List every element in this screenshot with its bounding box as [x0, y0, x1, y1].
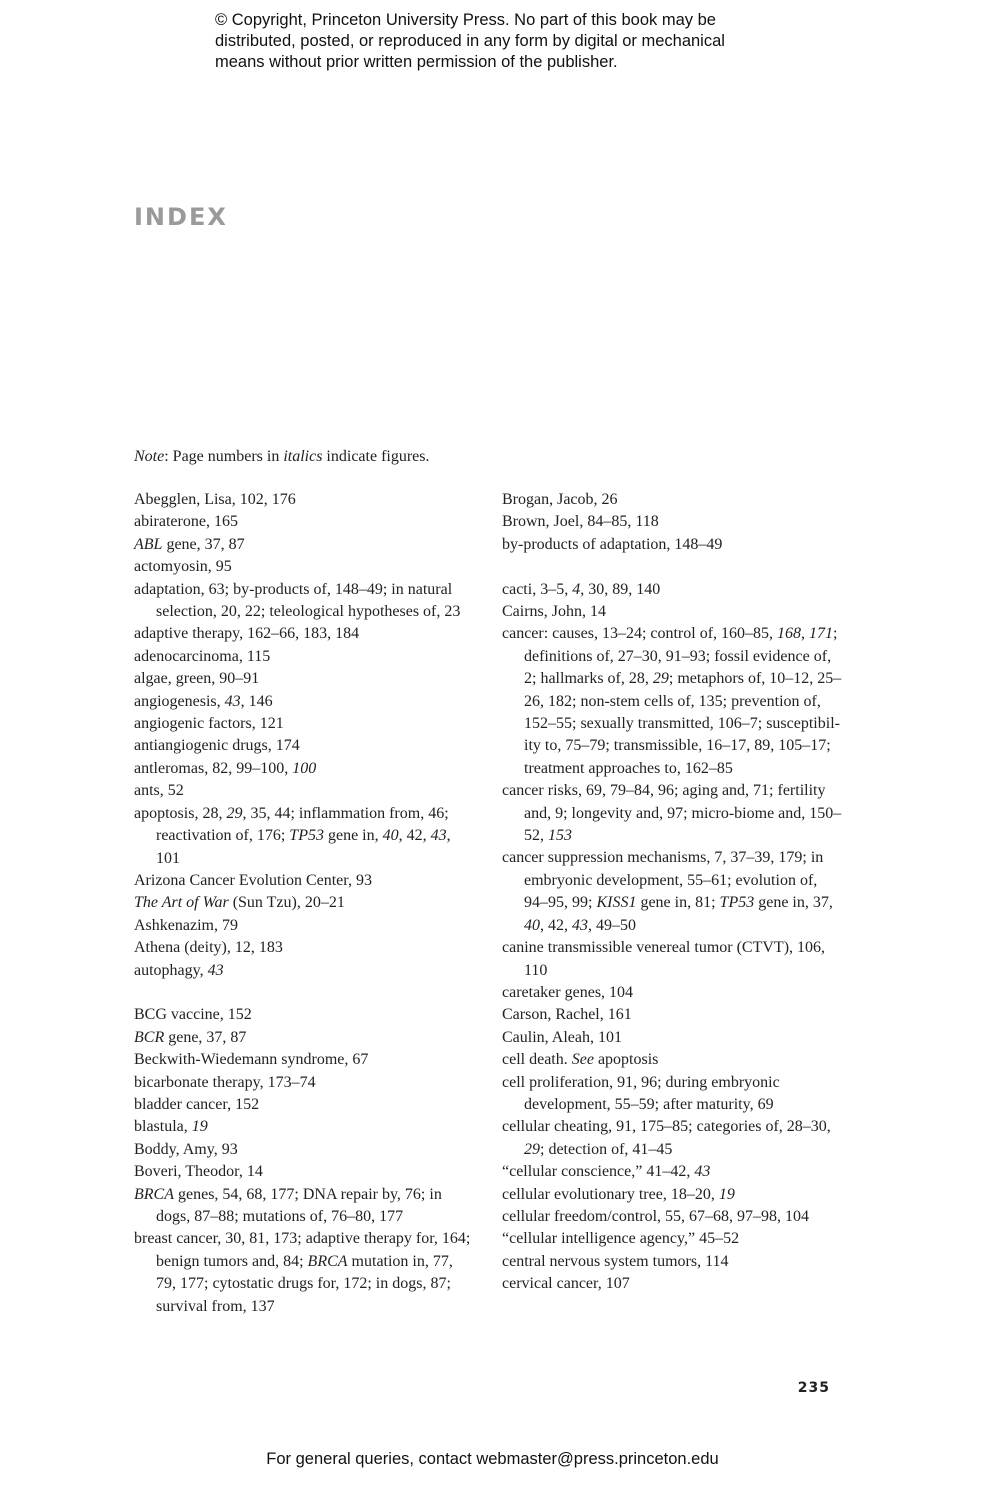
copyright-notice: © Copyright, Princeton University Press. No part of this book may be distributed, posted, or reproduced in any form by digital or mechanical means without prior written permission of the publisher. — [215, 11, 725, 71]
index-entry: apoptosis, 28, 29, 35, 44; inflammation from, 46; reactivation of, 176; TP53 gene in, 40, 42, 43, 101 — [134, 804, 451, 867]
section-gap — [134, 982, 474, 1004]
index-entry: Cairns, John, 14 — [502, 603, 606, 621]
index-entry: by-products of adaptation, 148–49 — [502, 535, 723, 553]
footer-contact: For general queries, contact webmaster@press.princeton.edu — [266, 1450, 719, 1468]
index-entry: central nervous system tumors, 114 — [502, 1252, 729, 1270]
page-number: 235 — [797, 1380, 830, 1396]
index-entry: cell proliferation, 91, 96; during embryonic development, 55–59; after maturity, 69 — [502, 1073, 780, 1113]
index-entry: bicarbonate therapy, 173–74 — [134, 1073, 316, 1091]
index-entry: cancer risks, 69, 79–84, 96; aging and, 71; fertility and, 9; longevity and, 97; micro-biome and, 150–52, 153 — [502, 782, 842, 845]
index-entry: Athena (deity), 12, 183 — [134, 939, 283, 957]
index-note: Note: Page numbers in italics indicate figures. — [134, 448, 430, 465]
index-entry: actomyosin, 95 — [134, 558, 232, 576]
index-entry: “cellular intelligence agency,” 45–52 — [502, 1230, 740, 1248]
index-column-right — [502, 489, 842, 1296]
index-entry: The Art of War (Sun Tzu), 20–21 — [134, 894, 345, 912]
index-entry: antleromas, 82, 99–100, 100 — [134, 759, 317, 777]
index-entry: “cellular conscience,” 41–42, 43 — [502, 1163, 711, 1181]
index-entry: abiraterone, 165 — [134, 513, 238, 531]
index-entry: angiogenesis, 43, 146 — [134, 692, 273, 710]
index-entry: BRCA genes, 54, 68, 177; DNA repair by, 76; in dogs, 87–88; mutations of, 76–80, 177 — [134, 1185, 442, 1225]
index-entry: Arizona Cancer Evolution Center, 93 — [134, 871, 372, 889]
index-entry: Caulin, Aleah, 101 — [502, 1028, 622, 1046]
index-entry: antiangiogenic drugs, 174 — [134, 737, 300, 755]
index-entry: cell death. See apoptosis — [502, 1051, 659, 1069]
index-entry: adaptation, 63; by-products of, 148–49; in natural selection, 20, 22; teleological hypotheses of, 23 — [134, 580, 461, 621]
index-entry: Carson, Rachel, 161 — [502, 1006, 632, 1024]
index-entry: BCG vaccine, 152 — [134, 1006, 252, 1024]
index-column-left — [134, 489, 474, 1318]
index-entry: cacti, 3–5, 4, 30, 89, 140 — [502, 580, 661, 598]
index-entry: caretaker genes, 104 — [502, 983, 634, 1001]
index-entry: Brogan, Jacob, 26 — [502, 491, 618, 508]
index-entry: angiogenic factors, 121 — [134, 715, 284, 733]
index-entry: canine transmissible venereal tumor (CTVT), 106, 110 — [502, 939, 826, 979]
index-entry: ABL gene, 37, 87 — [134, 535, 245, 553]
index-entry: BCR gene, 37, 87 — [134, 1028, 247, 1046]
index-entry: Ashkenazim, 79 — [134, 916, 238, 934]
index-entry: cancer suppression mechanisms, 7, 37–39, 179; in embryonic development, 55–61; evolution of, 94–95, 99; KISS1 gene in, 81; TP53 gene in, 37, 40, 42, 43, 49–50 — [502, 849, 833, 934]
index-entry: bladder cancer, 152 — [134, 1095, 260, 1113]
index-entry: adaptive therapy, 162–66, 183, 184 — [134, 625, 360, 643]
index-entry: cancer: causes, 13–24; control of, 160–85, 168, 171; definitions of, 27–30, 91–93; fossil evidence of, 2; hallmarks of, 28, 29; metaphors of, 10–12, 25–26, 182; non-stem cells of, 135; prevention of, 152–55; sexually transmitted, 106–7; susceptibil-ity to, 75–79; transmissible, 16–17, 89, 105–17; treatment approaches to, 162–85 — [502, 625, 842, 777]
index-entry: cellular freedom/control, 55, 67–68, 97–98, 104 — [502, 1207, 810, 1225]
section-gap — [502, 556, 842, 578]
index-entry: autophagy, 43 — [134, 961, 224, 979]
index-entry: breast cancer, 30, 81, 173; adaptive therapy for, 164; benign tumors and, 84; BRCA mutation in, 77, 79, 177; cytostatic drugs for, 172; in dogs, 87; survival from, 137 — [134, 1230, 471, 1315]
index-entry: algae, green, 90–91 — [134, 670, 260, 688]
index-entry: Boveri, Theodor, 14 — [134, 1163, 263, 1181]
index-entry: cervical cancer, 107 — [502, 1275, 630, 1293]
index-entry: cellular cheating, 91, 175–85; categories of, 28–30, 29; detection of, 41–45 — [502, 1118, 831, 1158]
index-entry: cellular evolutionary tree, 18–20, 19 — [502, 1185, 735, 1203]
index-entry: adenocarcinoma, 115 — [134, 647, 271, 665]
page-title: INDEX — [134, 203, 228, 231]
index-entry: Brown, Joel, 84–85, 118 — [502, 513, 659, 531]
index-entry: blastula, 19 — [134, 1118, 208, 1136]
index-entry: ants, 52 — [134, 782, 184, 800]
index-entry: Boddy, Amy, 93 — [134, 1140, 238, 1158]
index-entry: Abegglen, Lisa, 102, 176 — [134, 491, 296, 508]
index-entry: Beckwith-Wiedemann syndrome, 67 — [134, 1051, 369, 1069]
